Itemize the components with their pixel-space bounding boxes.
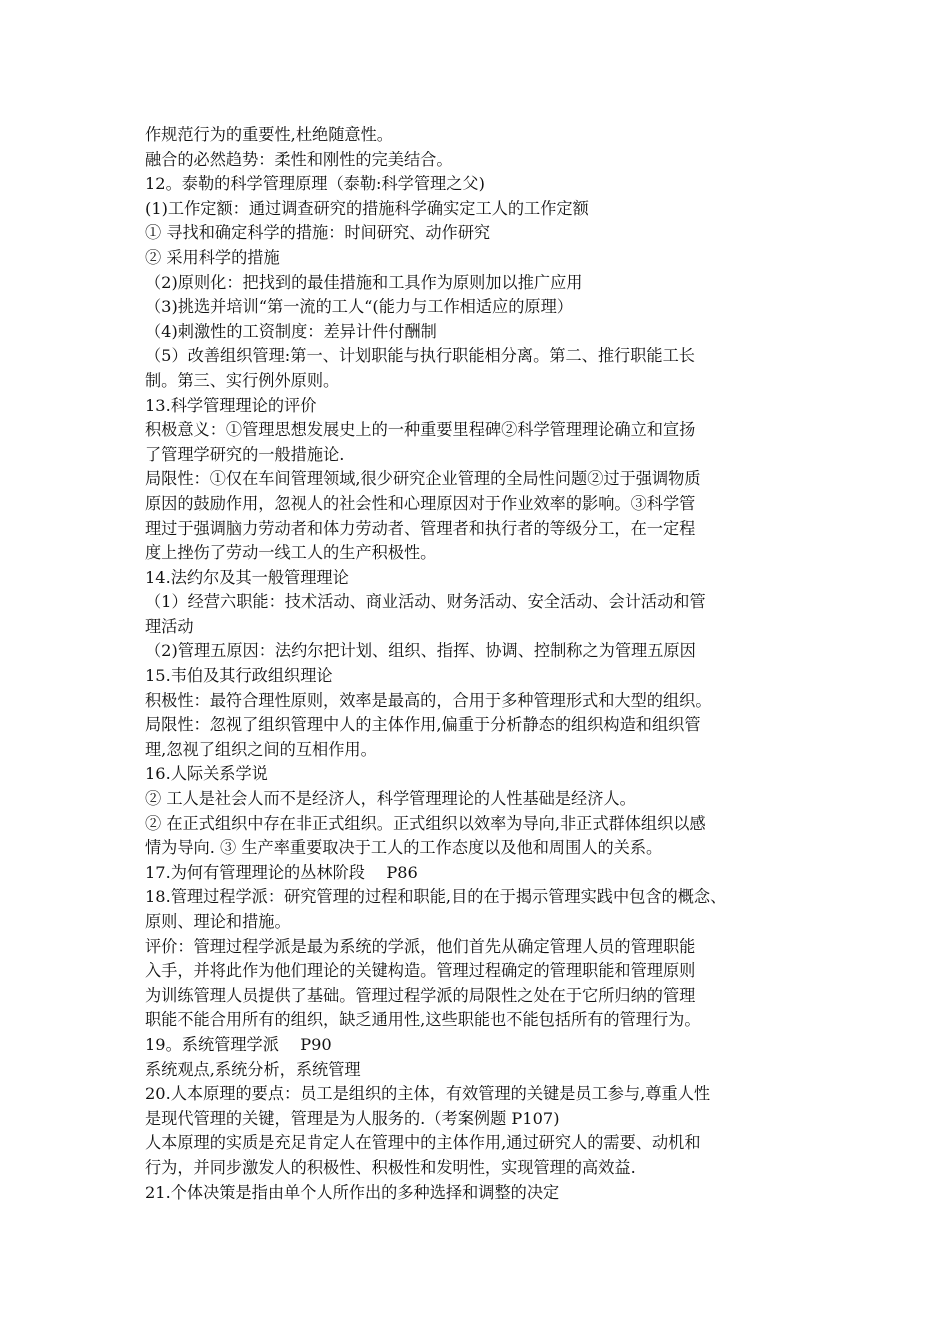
text-line: 局限性：①仅在车间管理领域,很少研究企业管理的全局性问题②过于强调物质 [145, 469, 701, 489]
text-line: （2)原则化：把找到的最佳措施和工具作为原则加以推广应用 [145, 272, 583, 292]
text-line: （2)管理五原因：法约尔把计划、组织、指挥、协调、控制称之为管理五原因 [145, 641, 696, 661]
text-line: 作规范行为的重要性,杜绝随意性。 [145, 125, 393, 144]
section-heading-21: 21.个体决策是指由单个人所作出的多种选择和调整的决定 [145, 1182, 560, 1202]
section-heading-12: 12。泰勒的科学管理原理（泰勒:科学管理之父) [145, 174, 485, 194]
text-line: 理活动 [145, 616, 194, 636]
text-line: 局限性：忽视了组织管理中人的主体作用,偏重于分析静态的组织构造和组织管 [145, 715, 701, 735]
text-line: (1)工作定额：通过调查研究的措施科学确实定工人的工作定额 [145, 198, 589, 218]
text-line: （1）经营六职能：技术活动、商业活动、财务活动、安全活动、会计活动和管 [145, 592, 706, 612]
section-heading-16: 16.人际关系学说 [145, 764, 268, 784]
text-line: 原因的鼓励作用，忽视人的社会性和心理原因对于作业效率的影响。③科学管 [145, 493, 696, 513]
section-heading-19: 19。系统管理学派 P90 [145, 1034, 332, 1054]
text-line: ② 在正式组织中存在非正式组织。正式组织以效率为导向,非正式群体组织以感 [145, 813, 706, 833]
text-line: ① 寻找和确定科学的措施：时间研究、动作研究 [145, 223, 491, 243]
section-heading-17: 17.为何有管理理论的丛林阶段 P86 [145, 862, 418, 882]
text-line: ② 工人是社会人而不是经济人，科学管理理论的人性基础是经济人。 [145, 789, 636, 809]
text-line: 是现代管理的关键，管理是为人服务的.（考案例题 P107) [145, 1108, 560, 1128]
text-line: 人本原理的实质是充足肯定人在管理中的主体作用,通过研究人的需要、动机和 [145, 1133, 701, 1153]
text-line: 理过于强调脑力劳动者和体力劳动者、管理者和执行者的等级分工，在一定程 [145, 518, 696, 538]
text-line: 融合的必然趋势：柔性和刚性的完美结合。 [145, 149, 453, 169]
document-body [145, 123, 825, 1205]
section-heading-14: 14.法约尔及其一般管理理论 [145, 567, 349, 587]
text-line: 系统观点,系统分析，系统管理 [145, 1059, 361, 1079]
text-line: 了管理学研究的一般措施论. [145, 444, 345, 464]
section-heading-13: 13.科学管理理论的评价 [145, 395, 317, 415]
text-line: 理,忽视了组织之间的互相作用。 [145, 739, 377, 759]
text-line: 积极意义：①管理思想发展史上的一种重要里程碑②科学管理理论确立和宣扬 [145, 420, 696, 440]
text-line: （5）改善组织管理:第一、计划职能与执行职能相分离。第二、推行职能工长 [145, 346, 695, 366]
text-line: （3)挑选并培训“第一流的工人“(能力与工作相适应的原理） [145, 297, 573, 317]
section-heading-18: 18.管理过程学派：研究管理的过程和职能,目的在于揭示管理实践中包含的概念、 [145, 887, 727, 907]
text-line: 积极性：最符合理性原则，效率是最高的，合用于多种管理形式和大型的组织。 [145, 690, 712, 710]
text-line: 职能不能合用所有的组织，缺乏通用性,这些职能也不能包括所有的管理行为。 [145, 1010, 701, 1030]
text-line: 为训练管理人员提供了基础。管理过程学派的局限性之处在于它所归纳的管理 [145, 985, 696, 1005]
text-line: 行为，并同步激发人的积极性、积极性和发明性，实现管理的高效益. [145, 1157, 636, 1177]
text-line: 入手，并将此作为他们理论的关键构造。管理过程确定的管理职能和管理原则 [145, 961, 696, 981]
text-line: 评价：管理过程学派是最为系统的学派，他们首先从确定管理人员的管理职能 [145, 936, 696, 956]
section-heading-20: 20.人本原理的要点：员工是组织的主体，有效管理的关键是员工参与,尊重人性 [145, 1084, 711, 1104]
text-line: 度上挫伤了劳动一线工人的生产积极性。 [145, 543, 437, 563]
text-line: 原则、理论和措施。 [145, 912, 291, 931]
text-line: ② 采用科学的措施 [145, 247, 280, 267]
text-line: （4)刺激性的工资制度：差异计件付酬制 [145, 321, 437, 341]
text-line: 制。第三、实行例外原则。 [145, 370, 340, 390]
section-heading-15: 15.韦伯及其行政组织理论 [145, 666, 333, 686]
text-line: 情为导向. ③ 生产率重要取决于工人的工作态度以及他和周围人的关系。 [145, 838, 663, 858]
